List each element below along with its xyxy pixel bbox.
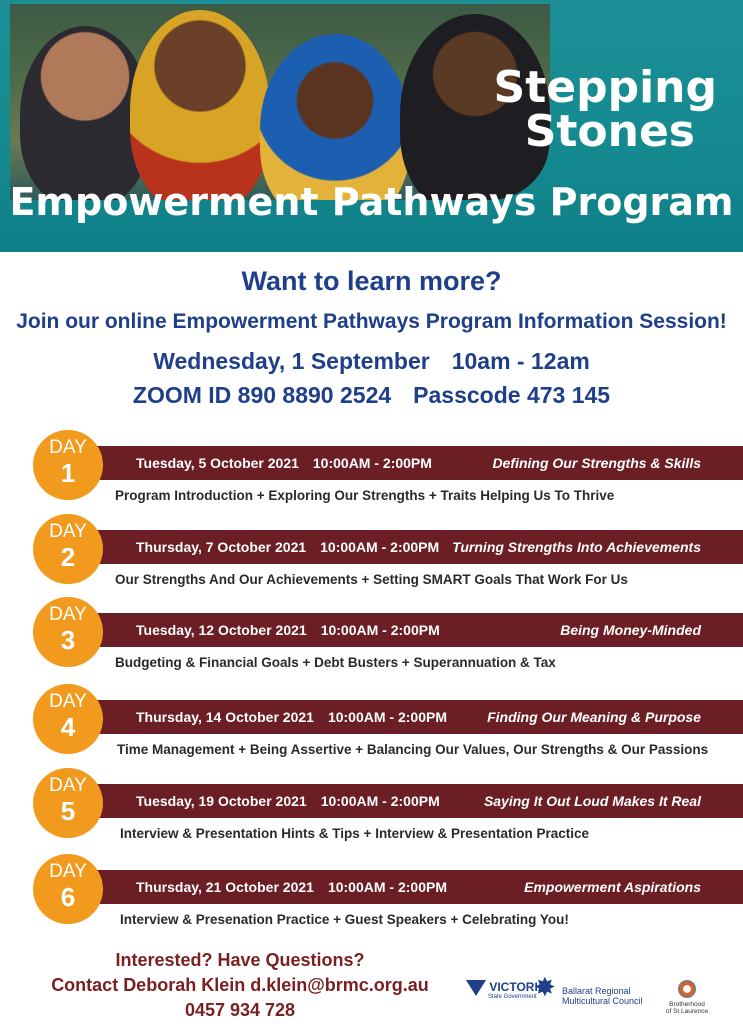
day-description: Budgeting & Financial Goals + Debt Busters + Superannuation & Tax (115, 655, 556, 670)
program-title: Empowerment Pathways Program (9, 180, 734, 224)
day-time: 10:00AM - 2:00PM (312, 455, 432, 471)
day-time: 10:00AM - 2:00PM (320, 539, 440, 555)
bsl-line-1: Brotherhood (669, 1001, 705, 1008)
session-time: 10am - 12am (451, 348, 590, 374)
day-description: Program Introduction + Exploring Our Strengths + Traits Helping Us To Thrive (115, 488, 615, 503)
day-label: DAY (49, 521, 87, 542)
session-datetime (0, 348, 743, 375)
day-description: Interview & Presentation Hints & Tips + Interview & Presentation Practice (120, 826, 590, 841)
day-label: DAY (49, 861, 87, 882)
contact-email-line[interactable]: Contact Deborah Klein d.klein@brmc.org.au (51, 975, 429, 995)
day-date: Tuesday, 19 October 2021 (136, 793, 307, 809)
day-label: DAY (49, 604, 87, 625)
woman-2 (130, 10, 270, 200)
day-number: 1 (60, 458, 76, 488)
woman-3 (260, 34, 410, 200)
zoom-id[interactable]: ZOOM ID 890 8890 2524 (132, 382, 392, 408)
brmc-line-1: Ballarat Regional (562, 986, 631, 996)
brotherhood-emblem-icon (678, 980, 696, 998)
women-group-photo (10, 4, 550, 200)
day-row-2 (0, 514, 743, 604)
brotherhood-logo (662, 980, 712, 1015)
day-badge (33, 854, 103, 924)
victoria-text: VICTORIA (489, 980, 547, 995)
day-row-4 (0, 684, 743, 774)
day-badge (33, 514, 103, 584)
day-number: 6 (60, 882, 76, 912)
day-time: 10:00AM - 2:00PM (320, 793, 440, 809)
day-theme: Turning Strengths Into Achievements (452, 539, 701, 555)
day-number: 3 (60, 625, 76, 655)
day-row-3 (0, 597, 743, 687)
day-info (136, 455, 432, 471)
day-date: Thursday, 21 October 2021 (136, 879, 314, 895)
day-info (136, 539, 439, 555)
day-label: DAY (49, 775, 87, 796)
day-date: Thursday, 14 October 2021 (136, 709, 314, 725)
victoria-v-icon (466, 980, 486, 996)
day-info (136, 709, 447, 725)
day-theme: Being Money-Minded (560, 622, 701, 638)
day-bar (96, 530, 743, 564)
day-bar (96, 700, 743, 734)
day-row-1 (0, 430, 743, 520)
header-banner (0, 0, 743, 252)
invite-text: Join our online Empowerment Pathways Program Information Session! (16, 310, 727, 333)
day-badge (33, 768, 103, 838)
day-bar (96, 446, 743, 480)
victoria-subtext: State Government (488, 994, 537, 1000)
day-time: 10:00AM - 2:00PM (320, 622, 440, 638)
contact-phone[interactable]: 0457 934 728 (184, 1000, 296, 1020)
brand-line-2: Stones (524, 106, 695, 157)
day-bar (96, 613, 743, 647)
brmc-logo (534, 972, 643, 1006)
day-badge (33, 430, 103, 500)
day-bar (96, 870, 743, 904)
day-row-6 (0, 854, 743, 944)
headline: Want to learn more? (241, 266, 502, 296)
day-description: Time Management + Being Assertive + Balancing Our Values, Our Strengths & Our Passions (117, 742, 709, 757)
contact-question: Interested? Have Questions? (115, 950, 365, 970)
day-badge (33, 597, 103, 667)
day-date: Tuesday, 5 October 2021 (136, 455, 299, 471)
day-info (136, 879, 447, 895)
day-time: 10:00AM - 2:00PM (327, 879, 447, 895)
bsl-line-2: of St Laurence (665, 1008, 709, 1015)
day-theme: Empowerment Aspirations (524, 879, 701, 895)
day-time: 10:00AM - 2:00PM (327, 709, 447, 725)
day-row-5 (0, 768, 743, 858)
day-bar (96, 784, 743, 818)
day-label: DAY (49, 437, 87, 458)
brmc-line-2: Multicultural Council (562, 996, 643, 1006)
day-label: DAY (49, 691, 87, 712)
contact-block (0, 948, 480, 1023)
day-date: Thursday, 7 October 2021 (136, 539, 307, 555)
day-number: 4 (60, 712, 76, 742)
session-date: Wednesday, 1 September (153, 348, 430, 374)
day-badge (33, 684, 103, 754)
star-icon: ✸ (534, 972, 556, 1002)
brand-line-1: Stepping (493, 62, 717, 113)
day-theme: Saying It Out Loud Makes It Real (483, 793, 701, 809)
zoom-details (0, 382, 743, 409)
day-number: 5 (60, 796, 76, 826)
day-info (136, 793, 440, 809)
day-theme: Defining Our Strengths & Skills (492, 455, 701, 471)
day-description: Our Strengths And Our Achievements + Setting SMART Goals That Work For Us (115, 572, 628, 587)
zoom-passcode: Passcode 473 145 (413, 382, 611, 408)
stepping-stones-brand (487, 62, 717, 157)
day-date: Tuesday, 12 October 2021 (136, 622, 307, 638)
day-number: 2 (60, 542, 76, 572)
day-theme: Finding Our Meaning & Purpose (487, 709, 701, 725)
day-description: Interview & Presenation Practice + Guest Speakers + Celebrating You! (120, 912, 569, 927)
day-info (136, 622, 440, 638)
